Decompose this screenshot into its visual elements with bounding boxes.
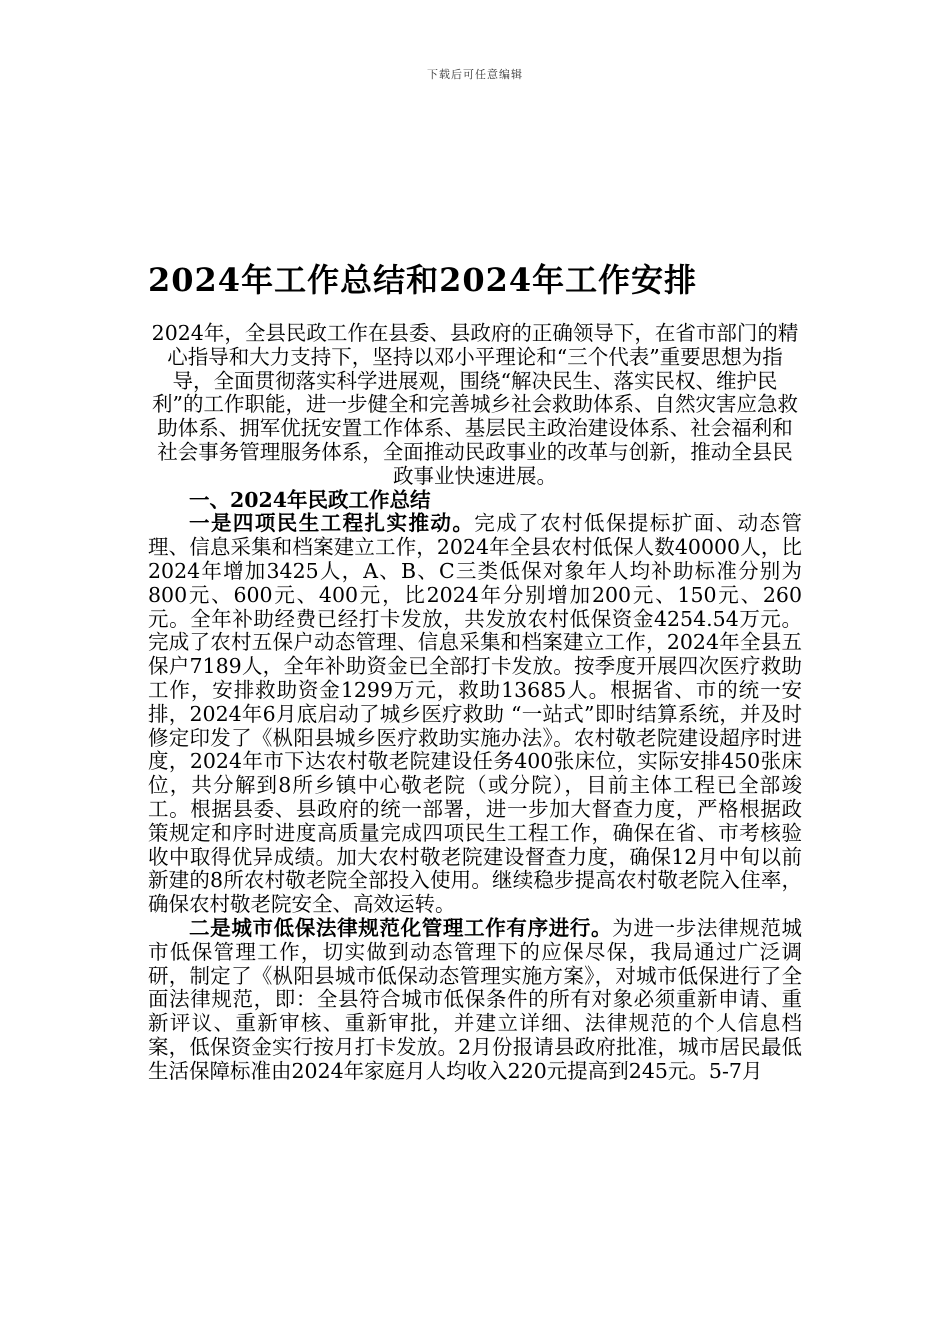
document-title: 2024年工作总结和2024年工作安排 xyxy=(148,261,698,299)
paragraph-1-text: 完成了农村低保提标扩面、动态管理、信息采集和档案建立工作，2024年全县农村低保人数40000人，比2024年增加3425人，A、B、C三类低保对象年人均补助标准分别为800元、600元、400元，比2024年分别增加200元、150元、260元。全年补助经费已经打卡发放，共发放农村低保资金4254.54万元。完成了农村五保户动态管理、信息采集和档案建立工作，2024年全县五保户7189人，全年补助资金已全部打卡发放。按季度开展四次医疗救助工作，安排救助资金1299万元，救助13685人。根据省、市的统一安排，2024年6月底启动了城乡医疗救助 “一站式”即时结算系统，并及时修定印发了《枞阳县城乡医疗救助实施办法》。农村敬老院建设超序时进度，2024年市下达农村敬老院建设任务400张床位，实际安排450张床位，共分解到8所乡镇中心敬老院（或分院），目前主体工程已全部竣工。根据县委、县政府的统一部署，进一步加大督查力度，严格根据政策规定和序时进度高质量完成四项民生工程工作，确保在省、市考核验收中取得优异成绩。加大农村敬老院建设督查力度，确保12月中旬以前新建的8所农村敬老院全部投入使用。继续稳步提高农村敬老院入住率，确保农村敬老院安全、高效运转。 xyxy=(148,511,803,917)
paragraph-2-lead: 二是城市低保法律规范化管理工作有序进行。 xyxy=(189,915,613,940)
paragraph-2 xyxy=(148,917,802,1084)
intro-paragraph: 2024年，全县民政工作在县委、县政府的正确领导下，在省市部门的精心指导和大力支持下，坚持以邓小平理论和“三个代表”重要思想为指导，全面贯彻落实科学进展观，围绕“解决民生、落实民权、维护民利”的工作职能，进一步健全和完善城乡社会救助体系、自然灾害应急救助体系、拥军优抚安置工作体系、基层民主政治建设体系、社会福利和社会事务管理服务体系，全面推动民政事业的改革与创新，推动全县民政事业快速进展。 xyxy=(151,321,799,488)
document-body xyxy=(148,322,802,1084)
paragraph-1-lead: 一是四项民生工程扎实推动。 xyxy=(189,511,475,536)
section-heading: 一、2024年民政工作总结 xyxy=(189,487,431,512)
header-note: 下载后可任意编辑 xyxy=(427,68,523,81)
paragraph-2-text: 为进一步法律规范城市低保管理工作，切实做到动态管理下的应保尽保，我局通过广泛调研，制定了《枞阳县城市低保动态管理实施方案》，对城市低保进行了全面法律规范，即：全县符合城市低保条件的所有对象必须重新申请、重新评议、重新审核、重新审批，并建立详细、法律规范的个人信息档案，低保资金实行按月打卡发放。2月份报请县政府批准，城市居民最低生活保障标准由2024年家庭月人均收入220元提高到245元。5-7月 xyxy=(148,915,803,1083)
paragraph-1 xyxy=(148,512,802,917)
